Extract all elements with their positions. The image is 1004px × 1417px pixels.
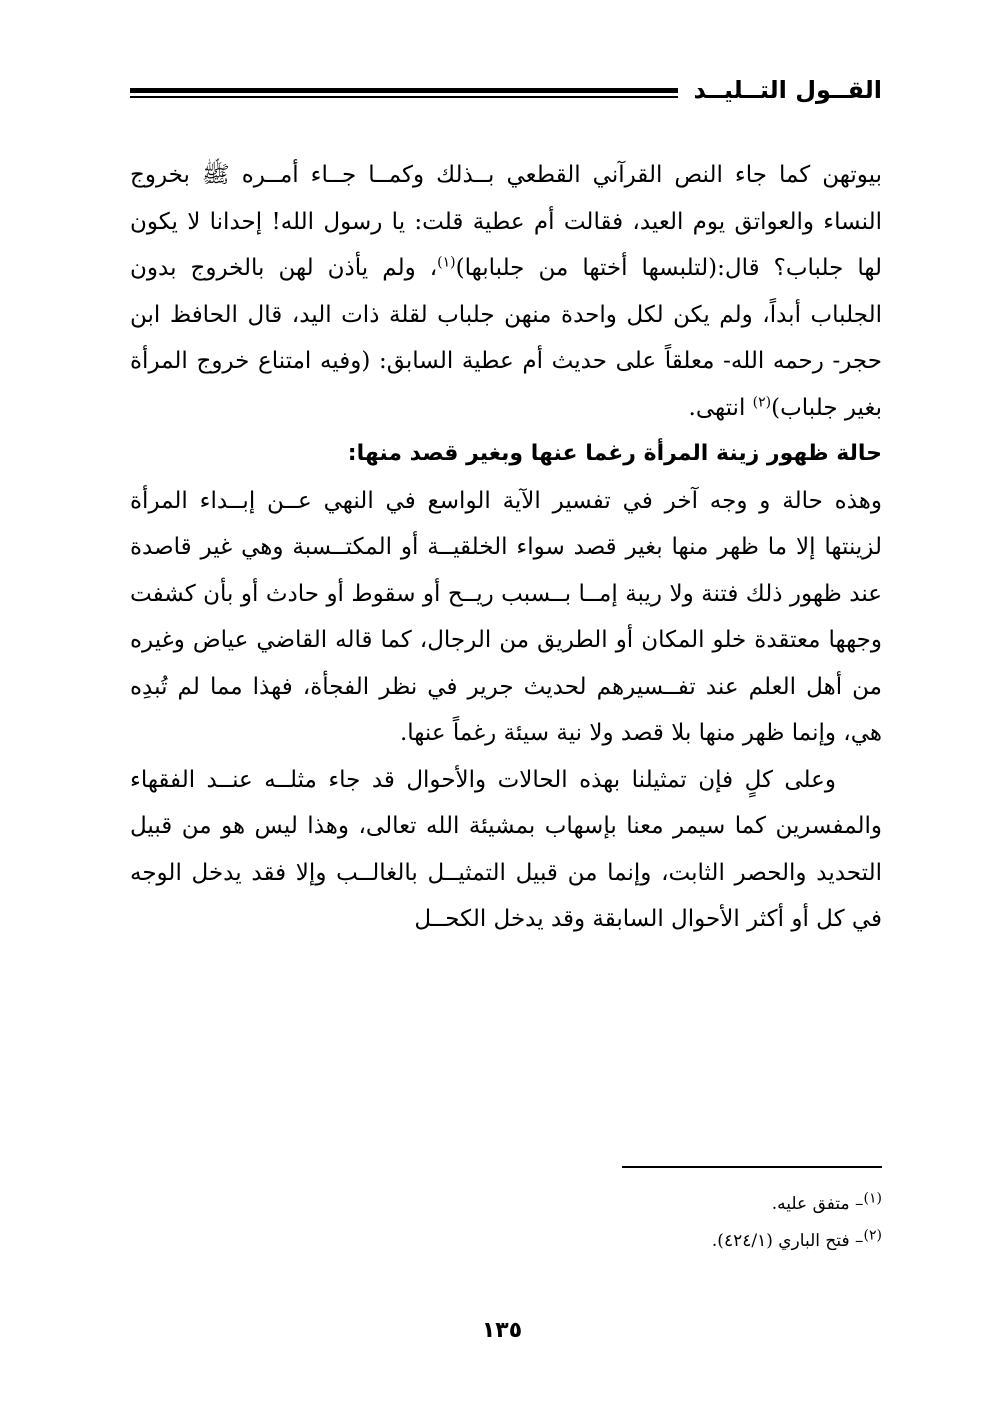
header-rule-thick — [130, 88, 678, 93]
body-paragraph-3: وعلى كلٍ فإن تمثيلنا بهذه الحالات والأحوال قد جاء مثلــه عنــد الفقهاء والمفسرين كما سيمر معنا بإسهاب بمشيئة الله تعالى، وهذا ليس هو من قبيل التحديد والحصر الثابت، وإنما من قبيل التمثيــل بالغالــب وإلا فقد يدخل الوجه في كل أو أكثر الأحوال السابقة وقد يدخل الكحــل — [130, 766, 882, 932]
body-paragraph-1-part-1: بيوتهن كما جاء النص القرآني القطعي بــذلك وكمــا جــاء أمــره ﷺ بخروج النساء والعواتق يوم العيد، فقالت أم عطية قلت: يا رسول الله! إحدانا لا يكون لها جلباب؟ قال:(لتلبسها أختها من جلبابها) — [130, 162, 882, 281]
page-number: ١٣٥ — [481, 1318, 523, 1343]
body-paragraph-2: وهذه حالة و وجه آخر في تفسير الآية الواسع في النهي عــن إبــداء المرأة لزينتها إلا ما ظهر منها بغير قصد سواء الخلقيــة أو المكتــسبة وهي غير قاصدة عند ظهور ذلك فتنة ولا ريبة إمــا بــسبب ريــح أو سقوط أو حادث أو بأن كشفت وجهها معتقدة خلو المكان أو الطريق من الرجال، كما قاله القاضي عياض وغيره من أهل العلم عند تفــسيرهم لحديث جرير في نظر الفجأة، فهذا مما لم تُبدِه هي، وإنما ظهر منها بلا قصد ولا نية سيئة رغماً عنها. — [130, 487, 882, 746]
header-title: القــول التــليــد — [693, 76, 882, 104]
footnote-2-marker: (٢) — [863, 1227, 882, 1244]
footnote-ref-2[interactable]: (٢) — [752, 393, 772, 410]
body-paragraph-1-part-3: انتهى. — [688, 394, 753, 421]
page-body — [130, 152, 882, 943]
footnotes — [382, 1186, 882, 1260]
footnote-1-marker: (١) — [863, 1190, 882, 1207]
footnote-ref-1[interactable]: (١) — [437, 254, 456, 271]
footnote-1 — [382, 1186, 882, 1223]
body-paragraph-1-part-2: ، ولم يأذن لهن بالخروج بدون الجلباب أبداً، ولم يكن لكل واحدة منهن جلباب لقلة ذات اليد، قال الحافظ ابن حجر- رحمه الله- معلقاً على حديث أم عطية السابق: (وفيه امتناع خروج المرأة بغير جلباب) — [130, 255, 882, 421]
footnote-2-text: – فتح الباري (٤٢٤/١). — [711, 1231, 864, 1251]
footnote-1-text: – متفق عليه. — [771, 1194, 864, 1214]
body-paragraph-1 — [130, 152, 882, 431]
footnote-2 — [382, 1223, 882, 1260]
running-header — [130, 72, 882, 112]
footnote-separator — [622, 1166, 882, 1168]
header-rule-thin — [130, 96, 678, 98]
section-subheading: حالة ظهور زينة المرأة رغما عنها وبغير قصد منها: — [347, 441, 882, 466]
